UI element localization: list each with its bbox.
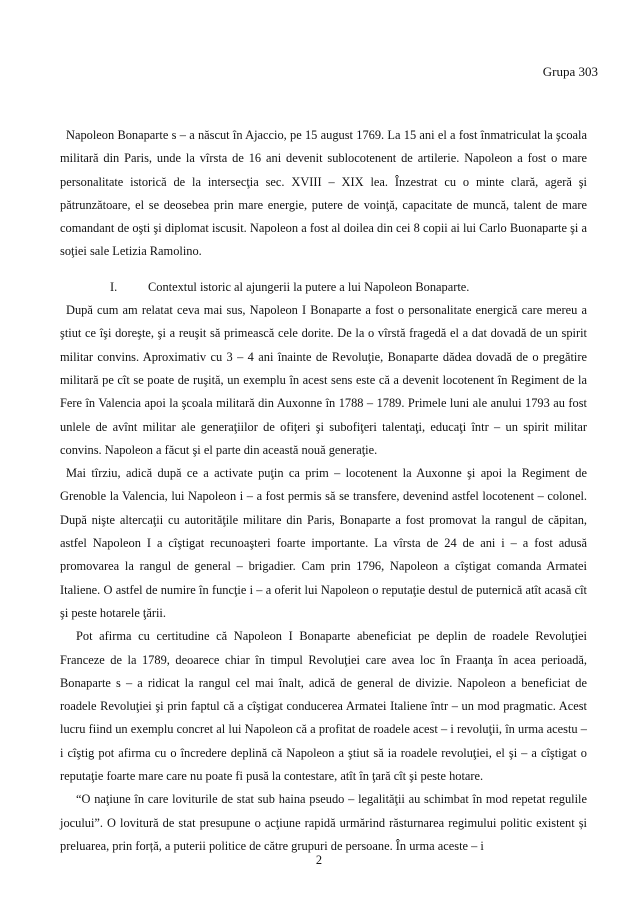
body-paragraph: Mai tîrziu, adică după ce a activate puţin ca prim – locotenent la Auxonne şi apoi la Regiment de Grenoble la Valencia, lui Napoleon i – a fost permis să se transfere, devenind astfel locotenent – colonel. După nişte altercaţii cu autorităţile militare din Paris, Bonaparte a fost promovat la rangul de căpitan, astfel Napoleon I a cîştigat recunoaşteri foarte importante. La vîrsta de 24 de ani i – a fost adusă promovarea la rangul de general – brigadier. Cam prin 1796, Napoleon a cîştigat comanda Armatei Italiene. O astfel de numire în funcţie i – a oferit lui Napoleon o reputaţie destul de puternică atît acasă cît şi peste hotarele ţării.: [60, 466, 587, 620]
page-number: 2: [315, 853, 323, 867]
intro-paragraph: Napoleon Bonaparte s – a născut în Ajaccio, pe 15 august 1769. La 15 ani el a fost înmatriculat la şcoala militară din Paris, unde la vîrsta de 16 ani devenit sublocotenent de artilerie. Napoleon a fost o mare personalitate istorică de la intersecţia sec. XVIII – XIX lea. Înzestrat cu o minte clară, ageră şi pătrunzătoare, el se deosebea prin mare energie, putere de voinţă, capacitate de muncă, talent de mare comandant de oşti şi diplomat iscusit. Napoleon a fost al doilea din cei 8 copii ai lui Carlo Buonaparte şi a soţiei sale Letizia Ramolino.: [60, 128, 587, 259]
document-body: [60, 124, 587, 858]
body-paragraph: Pot afirma cu certitudine că Napoleon I Bonaparte abeneficiat pe deplin de roadele Revoluţiei Franceze de la 1789, deoarece chiar în timpul Revoluţiei care avea loc în Fraanţa în acea perioadă, Bonaparte s – a ridicat la rangul cel mai înalt, adică de general de divizie. Napoleon a beneficiat de roadele Revoluţiei şi prin faptul că a cîştigat conducerea Armatei Italiene într – un mod pragmatic. Acest lucru fiind un exemplu concret al lui Napoleon că a profitat de roadele acest – i revoluţii, în urma acestu – i cîştig pot afirma cu o încredere deplină că Napoleon a ştiut să ia roadele revoluţiei, el şi – a cîştigat o reputaţie foarte mare care nu poate fi pusă la contestare, atît în ţară cît şi peste hotare.: [60, 629, 587, 784]
section-heading: [60, 276, 587, 299]
section-number: I.: [110, 279, 118, 294]
section-title: Contextul istoric al ajungerii la putere a lui Napoleon Bonaparte.: [148, 279, 470, 294]
body-paragraph: După cum am relatat ceva mai sus, Napoleon I Bonaparte a fost o personalitate energică care mereu a ştiut ce îşi doreşte, şi a reuşit să primească cele dorite. De la o vîrstă fragedă el a dat dovadă de un spirit militar convins. Aproximativ cu 3 – 4 ani înainte de Revoluţie, Bonaparte dădea dovadă de o pregătire militară pe cît se poate de ruşită, un exemplu în acest sens este că a devenit locotenent în Regiment de la Fere în Valencia apoi la şcoala militară din Auxonne în 1788 – 1789. Primele luni ale anului 1793 au fost unlele de avînt militar ale generaţiilor de ofiţeri şi subofiţeri talentaţi, educaţi într – un spirit militar convins. Napoleon a făcut şi el parte din această nouă generaţie.: [60, 303, 587, 457]
group-label: Grupa 303: [542, 64, 598, 79]
body-paragraph: “O naţiune în care loviturile de stat sub haina pseudo – legalităţii au schimbat în mod repetat regulile jocului”. O lovitură de stat presupune o acţiune rapidă urmărind răsturnarea regimului politic existent și preluarea, prin forță, a puterii politice de către grupuri de persoane. În urma aceste – i: [60, 792, 587, 853]
